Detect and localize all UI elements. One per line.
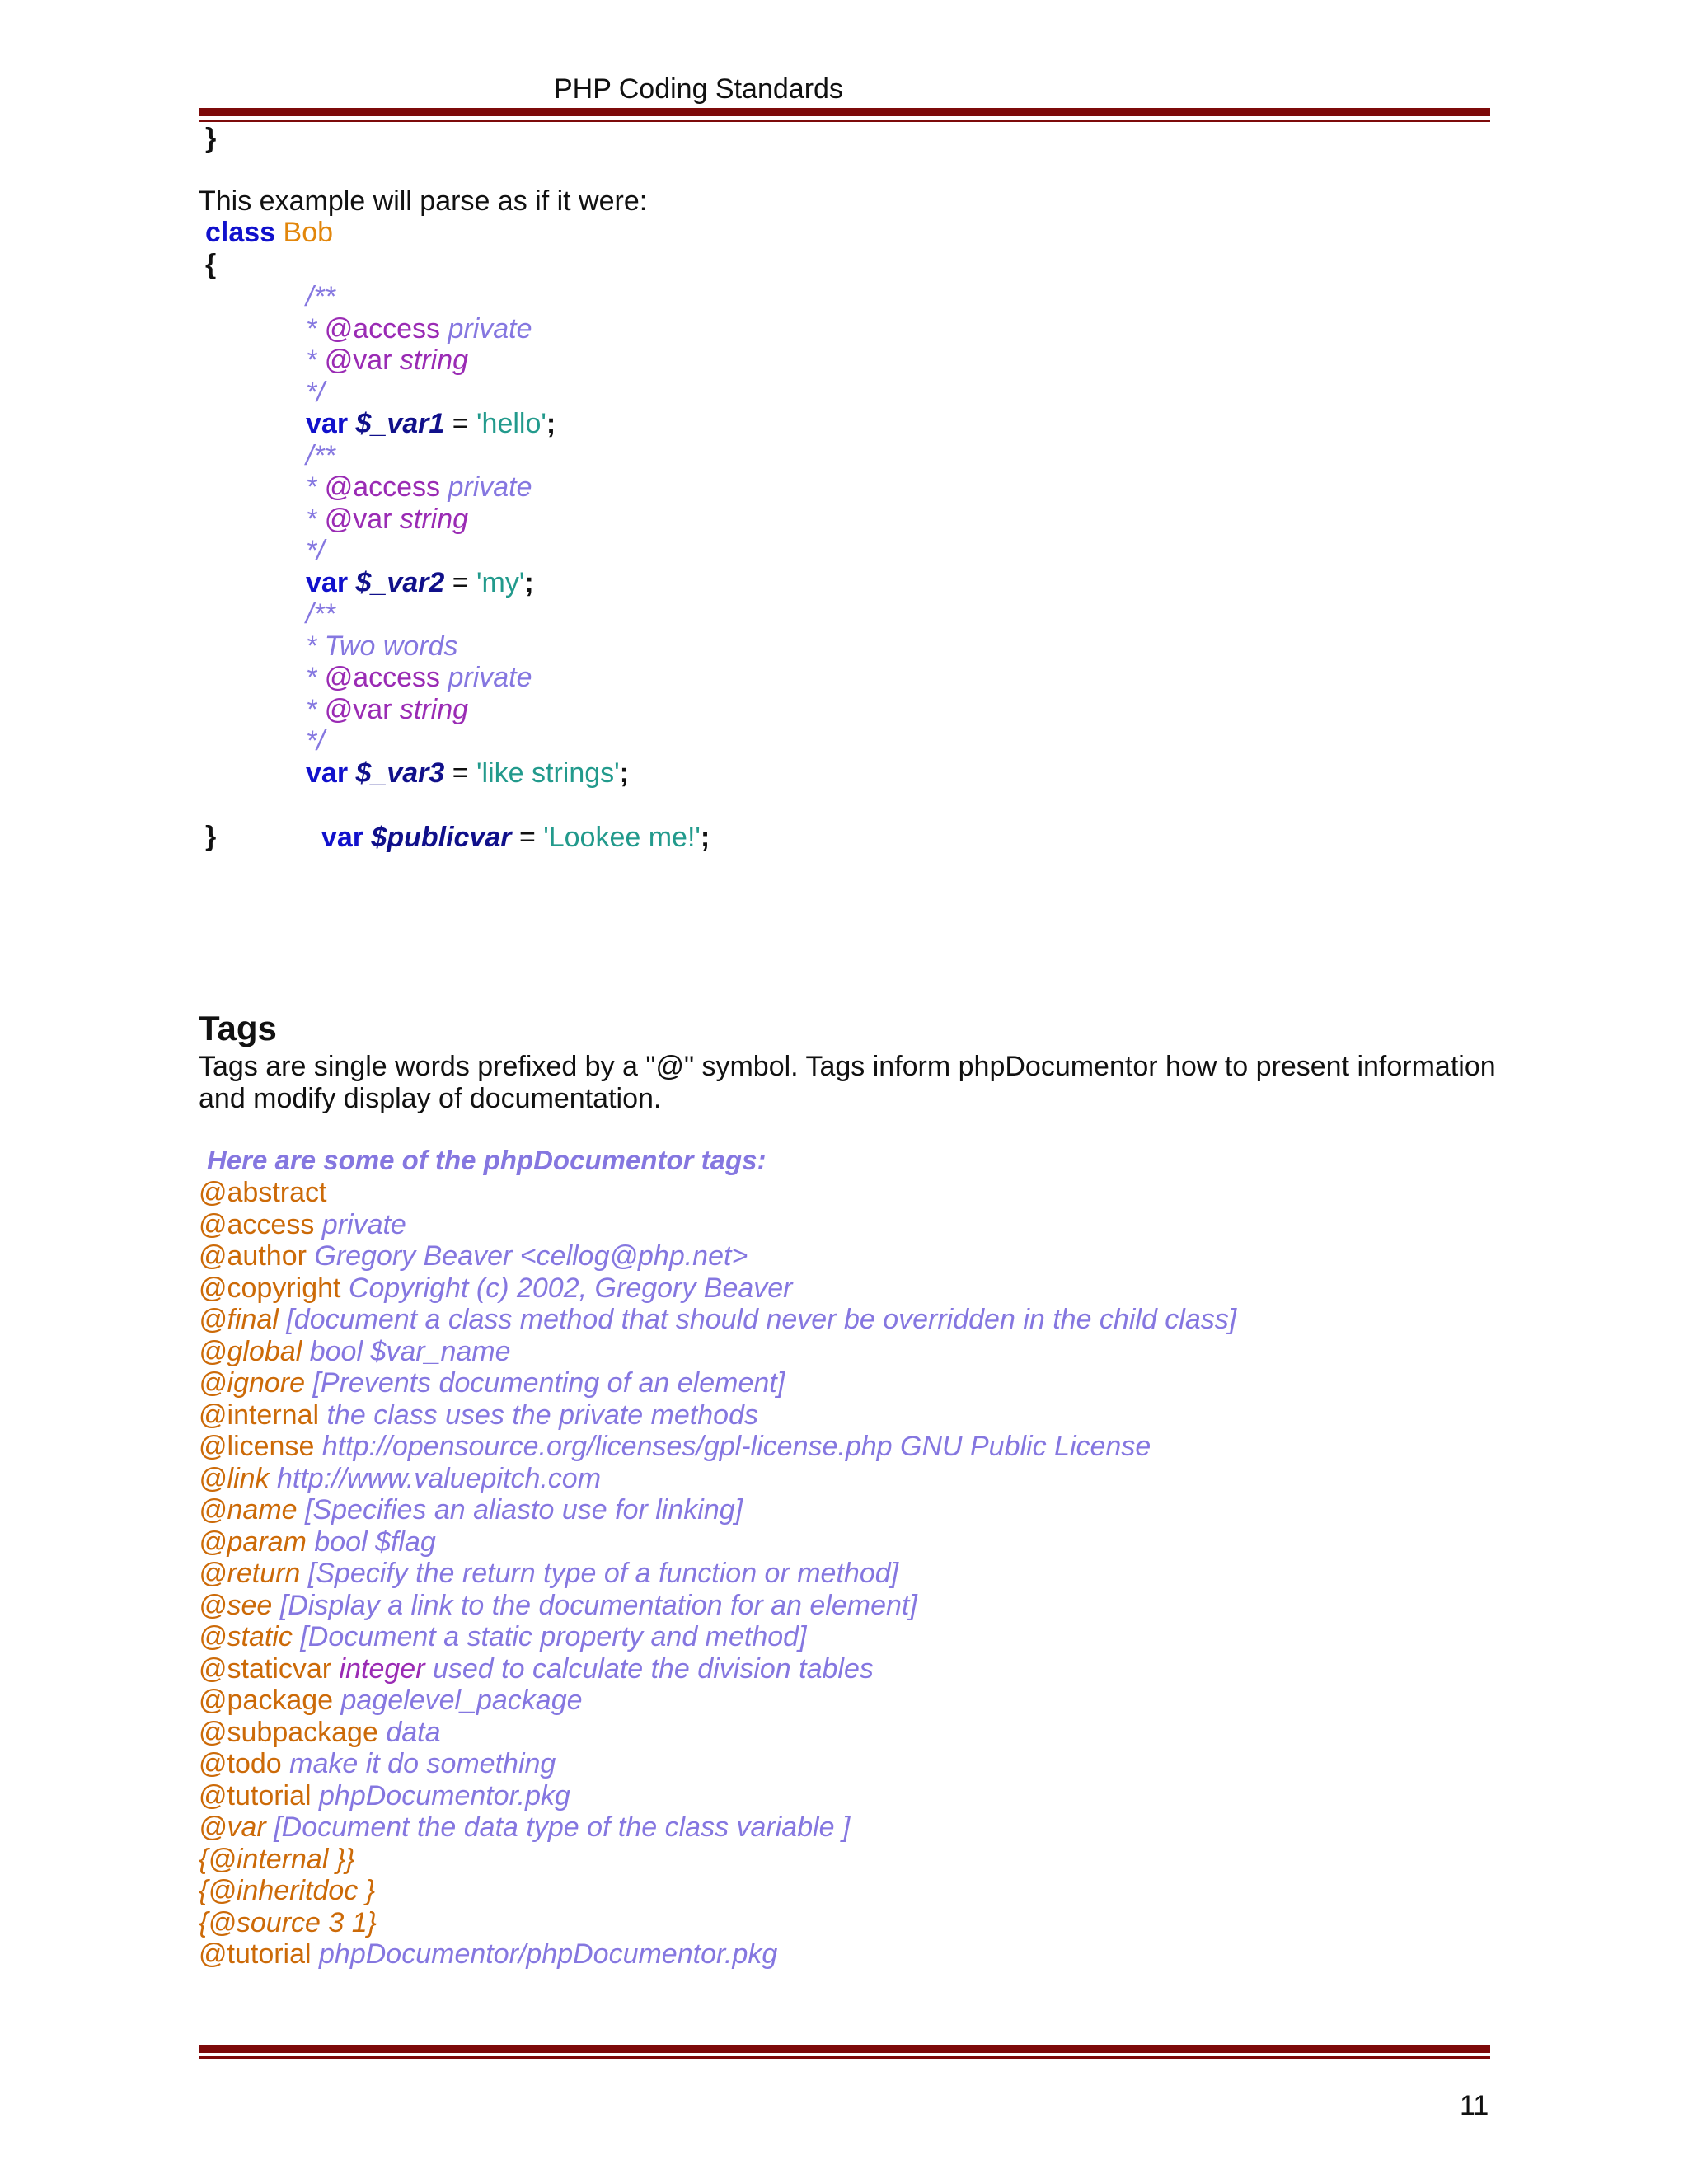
tags-section-title: Tags (199, 1009, 277, 1047)
tag-item (199, 1874, 375, 1907)
tag-item (199, 1747, 556, 1780)
tag-item (199, 1430, 1151, 1463)
class-close-brace: } (205, 821, 217, 852)
tag-item (199, 1462, 601, 1495)
var-statement: var $_var3 = 'like strings'; (306, 757, 629, 789)
doc-comment-description: * Two words (306, 630, 458, 662)
tag-name: @param (199, 1526, 307, 1558)
tag-item (199, 1526, 436, 1558)
closing-brace: } (205, 123, 217, 154)
tag-item (199, 1811, 850, 1844)
tag-item (199, 1716, 441, 1749)
doc-comment-close: */ (306, 725, 325, 757)
footer-rule (199, 2045, 1490, 2059)
tag-description: make it do something (281, 1748, 556, 1779)
tag-item (199, 1557, 898, 1590)
tag-item (199, 1684, 583, 1717)
tag-description: the class uses the private methods (319, 1399, 758, 1431)
tag-name: @todo (199, 1748, 282, 1779)
parse-intro-text: This example will parse as if it were: (199, 185, 648, 217)
tag-description: Copyright (c) 2002, Gregory Beaver (340, 1272, 793, 1304)
doc-comment-open: /** (306, 440, 335, 471)
tag-description: http://www.valuepitch.com (269, 1463, 602, 1494)
tag-item (199, 1240, 748, 1272)
tags-paragraph-line2: and modify display of documentation. (199, 1083, 662, 1114)
tags-paragraph-line1: Tags are single words prefixed by a "@" symbol. Tags inform phpDocumentor how to present information (199, 1051, 1496, 1082)
tag-item (199, 1399, 758, 1432)
tag-item (199, 1843, 355, 1876)
tag-description: bool $var_name (302, 1336, 511, 1367)
tag-description: http://opensource.org/licenses/gpl-license.php GNU Public License (314, 1431, 1151, 1462)
tag-item (199, 1779, 570, 1812)
tag-item (199, 1272, 793, 1305)
doc-comment-tag-line: * @access private (306, 313, 532, 344)
doc-comment-tag-line: * @var string (306, 504, 469, 535)
tag-item (199, 1335, 511, 1368)
tag-description: pagelevel_package (333, 1685, 583, 1716)
tag-name: {@inheritdoc } (199, 1875, 376, 1906)
tag-description: data (377, 1717, 441, 1748)
tag-item: @staticvar integer used to calculate the division tables (199, 1653, 874, 1685)
tag-description: [Specify the return type of a function or method] (300, 1558, 899, 1589)
doc-comment-close: */ (306, 535, 325, 566)
tag-name: @final (199, 1304, 279, 1335)
tag-item (199, 1906, 377, 1939)
tag-description: phpDocumentor.pkg (311, 1780, 570, 1811)
tag-name: @package (199, 1685, 334, 1716)
tag-name: @see (199, 1590, 273, 1621)
var-statement: var $_var1 = 'hello'; (306, 408, 556, 439)
tag-description: [Document a static property and method] (292, 1621, 807, 1652)
open-brace: { (205, 249, 217, 280)
tag-description: [Prevents documenting of an element] (305, 1367, 785, 1399)
tag-name: @copyright (199, 1272, 341, 1304)
tag-description: private (314, 1209, 406, 1240)
tag-name: @link (199, 1463, 270, 1494)
tag-description: [Display a link to the documentation for an element] (272, 1590, 917, 1621)
tag-name: @abstract (199, 1177, 327, 1208)
tag-name: @tutorial (199, 1938, 312, 1970)
tag-description: Gregory Beaver <cellog@php.net> (306, 1240, 748, 1272)
tag-name: @name (199, 1494, 298, 1526)
tag-name: @var (199, 1811, 266, 1843)
doc-comment-close: */ (306, 377, 325, 408)
tag-name: @access (199, 1209, 315, 1240)
tag-item (199, 1493, 743, 1526)
tag-description: [Specifies an aliasto use for linking] (297, 1494, 743, 1526)
tags-subheading: Here are some of the phpDocumentor tags: (207, 1145, 767, 1175)
tag-name: {@internal }} (199, 1844, 355, 1875)
tag-item (199, 1938, 777, 1971)
header-rule (199, 108, 1490, 122)
tag-name: @license (199, 1431, 315, 1462)
doc-comment-open: /** (306, 281, 335, 312)
tag-description: bool $flag (306, 1526, 436, 1558)
tag-item (199, 1176, 326, 1209)
tag-name: @static (199, 1621, 293, 1652)
doc-comment-tag-line: * @access private (306, 471, 532, 503)
tag-item (199, 1366, 785, 1399)
tag-name: @subpackage (199, 1717, 378, 1748)
tag-item (199, 1589, 917, 1622)
tag-description: [Document the data type of the class variable ] (265, 1811, 851, 1843)
tag-item (199, 1620, 807, 1653)
tag-name: @author (199, 1240, 307, 1272)
tag-name: @return (199, 1558, 301, 1589)
page-number: 11 (1460, 2090, 1489, 2121)
tag-name: {@source 3 1} (199, 1907, 377, 1938)
tag-description: phpDocumentor/phpDocumentor.pkg (311, 1938, 778, 1970)
tag-name: @ignore (199, 1367, 306, 1399)
tag-name: @tutorial (199, 1780, 312, 1811)
publicvar-statement: var $publicvar = 'Lookee me!'; (321, 822, 710, 853)
tag-description: [document a class method that should never be overridden in the child class] (278, 1304, 1237, 1335)
tag-item (199, 1208, 406, 1241)
tag-description: used to calculate the division tables (424, 1653, 874, 1685)
tag-item (199, 1303, 1236, 1336)
doc-comment-tag-line: * @access private (306, 662, 532, 693)
tag-name: @staticvar (199, 1653, 332, 1685)
tag-name: @internal (199, 1399, 320, 1431)
doc-comment-tag-line: * @var string (306, 694, 469, 725)
page-header: PHP Coding Standards (554, 73, 843, 105)
doc-comment-tag-line: * @var string (306, 344, 469, 376)
doc-comment-open: /** (306, 598, 335, 630)
class-declaration: class Bob (205, 217, 334, 248)
var-statement: var $_var2 = 'my'; (306, 567, 534, 598)
tag-name: @global (199, 1336, 302, 1367)
